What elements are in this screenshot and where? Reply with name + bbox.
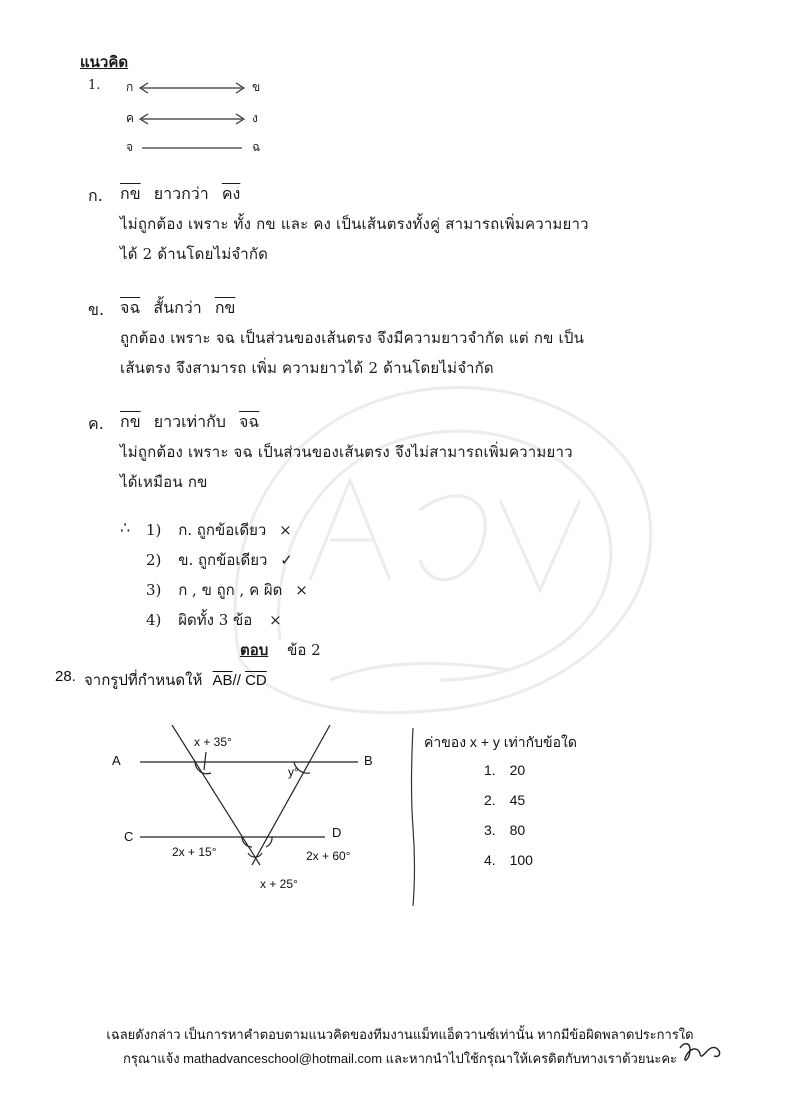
line1-left-label: ก xyxy=(126,80,134,94)
item-b-line: กข xyxy=(214,298,236,317)
item-a-line-kng: คง xyxy=(221,184,241,203)
segment-left-label: จ xyxy=(126,140,134,154)
segment-right-label: ฉ xyxy=(252,140,261,154)
question-text xyxy=(84,668,267,692)
diagram-drawing xyxy=(120,725,380,905)
item-b-segment: จฉ xyxy=(120,298,141,317)
question-number: 28. xyxy=(55,668,76,685)
line2-left-label: ค xyxy=(126,111,135,125)
choice-2 xyxy=(146,548,293,572)
item-b-relation: สั้นกว่า xyxy=(153,298,202,317)
option-4 xyxy=(484,852,533,868)
choice-4-cross-mark: × xyxy=(269,611,282,629)
point-a-label: A xyxy=(112,753,121,768)
choice-4-number: 4) xyxy=(146,611,162,629)
angle-x-plus-35-label: x + 35° xyxy=(194,735,232,749)
handwritten-initials xyxy=(676,1038,726,1068)
answer-label: ตอบ xyxy=(240,641,269,659)
footer-disclaimer-line2: กรุณาแจ้ง mathadvanceschool@hotmail.com และหากนำไปใช้กรุณาให้เครดิตกับทางเราด้วยนะคะ xyxy=(122,1051,677,1066)
choice-1-cross-mark: × xyxy=(279,521,292,539)
item-b-explanation-line2: เส้นตรง จึงสามารถ เพิ่ม ความยาวได้ 2 ด้านโดยไม่จำกัด xyxy=(120,359,494,377)
point-d-label: D xyxy=(332,825,342,840)
option-3 xyxy=(484,822,525,838)
angle-x-plus-25-label: x + 25° xyxy=(260,877,298,891)
point-c-label: C xyxy=(124,829,134,844)
segment-cd: $\overline{CD}$ xyxy=(245,672,267,689)
choice-3-number: 3) xyxy=(146,581,162,599)
item-c-explanation-line1: ไม่ถูกต้อง เพราะ จฉ เป็นส่วนของเส้นตรง จึงไม่สามารถเพิ่มความยาว xyxy=(120,443,573,461)
item-a-explanation-line1: ไม่ถูกต้อง เพราะ ทั้ง กข และ คง เป็นเส้นตรงทั้งคู่ สามารถเพิ่มความยาว xyxy=(120,215,589,233)
item-a-label: ก. xyxy=(88,186,103,205)
choice-3-text: ก , ข ถูก , ค ผิด xyxy=(178,581,283,599)
choice-1-text: ก. ถูกข้อเดียว xyxy=(178,521,267,539)
choice-1-number: 1) xyxy=(146,521,162,539)
item-c-explanation-line2: ได้เหมือน กข xyxy=(120,473,208,491)
angle-y-label: y° xyxy=(288,765,299,779)
item-a-line-kh: กข xyxy=(120,184,141,203)
choice-2-number: 2) xyxy=(146,551,162,569)
item-c-segment: จฉ xyxy=(239,412,260,431)
option-1-value: 20 xyxy=(509,762,526,778)
choice-3-cross-mark: × xyxy=(295,581,308,599)
option-2-value: 45 xyxy=(509,792,526,808)
option-3-value: 80 xyxy=(509,822,526,838)
item-a-explanation-line2: ได้ 2 ด้านโดยไม่จำกัด xyxy=(120,245,269,263)
option-1-number: 1. xyxy=(484,762,496,778)
segment-ab: $\overline{AB}$ xyxy=(212,672,233,689)
lines-figure xyxy=(120,76,270,156)
item-b-explanation-line1: ถูกต้อง เพราะ จฉ เป็นส่วนของเส้นตรง จึงมีความยาวจำกัด แต่ กข เป็น xyxy=(120,329,585,347)
answer xyxy=(240,638,321,662)
figure-number: 1. xyxy=(88,78,101,93)
line2-right-label: ง xyxy=(252,111,258,125)
lines-drawing xyxy=(120,76,270,156)
option-3-number: 3. xyxy=(484,822,496,838)
choice-3 xyxy=(146,578,308,602)
answer-value: ข้อ 2 xyxy=(287,641,321,659)
question-stem: จากรูปที่กำหนดให้ xyxy=(84,672,203,689)
option-1 xyxy=(484,762,525,778)
item-b-label: ข. xyxy=(88,300,105,319)
angle-2x-plus-60-label: 2x + 60° xyxy=(306,849,351,863)
item-c-relation: ยาวเท่ากับ xyxy=(153,412,226,431)
choice-2-text: ข. ถูกข้อเดียว xyxy=(178,551,268,569)
line1-right-label: ข xyxy=(252,80,261,94)
choice-4 xyxy=(146,608,282,632)
parallel-lines-diagram xyxy=(112,725,380,905)
parallel-symbol: // xyxy=(232,672,241,689)
footer-disclaimer-line1: เฉลยดังกล่าว เป็นการหาคำตอบตามแนวคิดของทีมงานแม็ทแอ็ดวานซ์เท่านั้น หากมีข้อผิดพลาดประการใด xyxy=(106,1027,694,1042)
choice-1 xyxy=(146,518,292,542)
angle-2x-plus-15-label: 2x + 15° xyxy=(172,845,217,859)
choice-2-check-mark: ✓ xyxy=(280,551,293,569)
option-2 xyxy=(484,792,525,808)
item-c-label: ค. xyxy=(88,414,104,433)
option-4-value: 100 xyxy=(509,852,533,868)
item-a-title xyxy=(120,182,240,207)
item-c-title xyxy=(120,410,259,435)
options-divider xyxy=(408,728,418,908)
item-c-line: กข xyxy=(120,412,141,431)
option-2-number: 2. xyxy=(484,792,496,808)
option-4-number: 4. xyxy=(484,852,496,868)
item-a-relation: ยาวกว่า xyxy=(153,184,209,203)
point-b-label: B xyxy=(364,753,373,768)
choice-4-text: ผิดทั้ง 3 ข้อ xyxy=(178,611,253,629)
item-b-title xyxy=(120,296,235,321)
question-prompt: ค่าของ x + y เท่ากับข้อใด xyxy=(424,734,577,750)
therefore-symbol: ∴ xyxy=(120,518,131,537)
page-heading: แนวคิด xyxy=(80,53,129,71)
